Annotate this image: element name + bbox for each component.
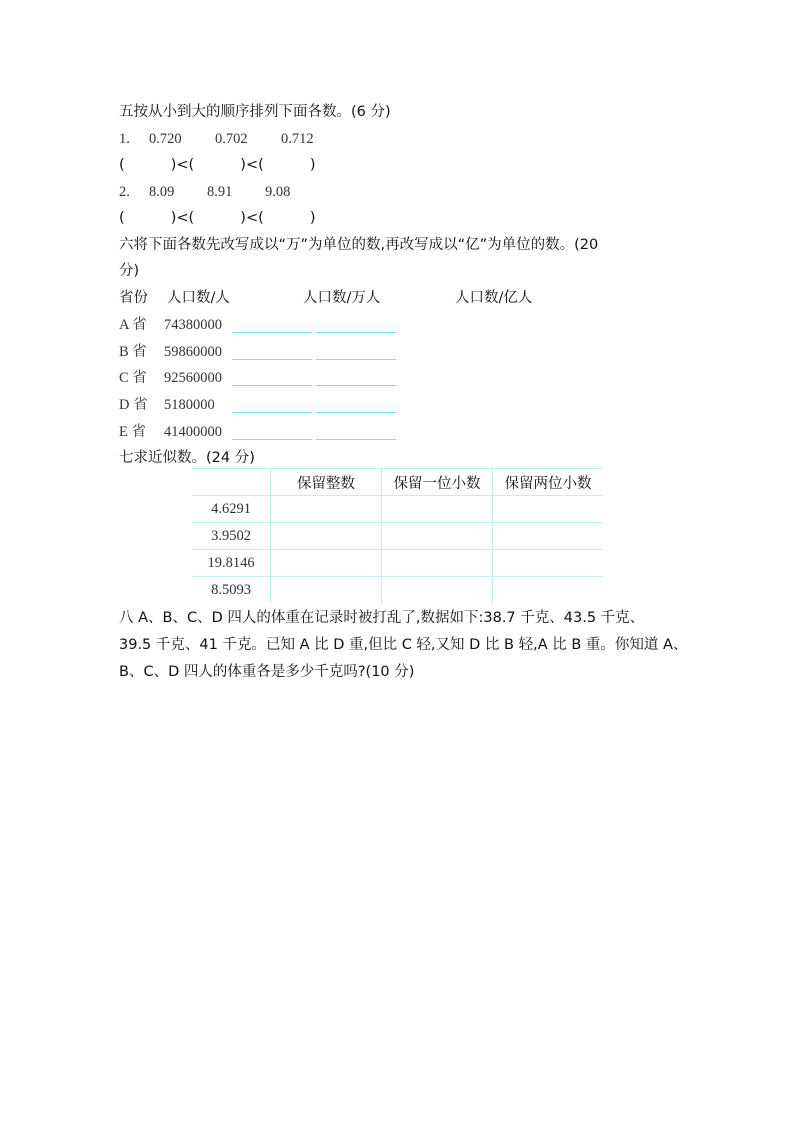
header-yi: 人口数/亿人 [455, 290, 533, 306]
q7-title: 七求近似数。(24 分) [119, 450, 255, 466]
province-label: C 省 [119, 370, 147, 387]
answer-cell[interactable] [271, 523, 382, 550]
population-row [119, 419, 222, 445]
population-value: 5180000 [164, 397, 215, 414]
number-cell: 8.5093 [192, 577, 271, 604]
value: 0.712 [281, 131, 314, 147]
answer-blank[interactable] [316, 385, 396, 386]
answer-blank[interactable] [232, 332, 312, 333]
answer-cell[interactable] [493, 550, 604, 577]
answer-blank[interactable] [316, 332, 396, 333]
population-row [119, 365, 222, 391]
q8-line1: 八 A、B、C、D 四人的体重在记录时被打乱了,数据如下:38.7 千克、43.5 千克、 [119, 610, 645, 626]
item-label: 2. [119, 184, 130, 200]
population-row [119, 392, 215, 418]
answer-cell[interactable] [493, 523, 604, 550]
table-header-row [192, 469, 603, 496]
q6-headers [119, 285, 532, 311]
population-value: 92560000 [164, 370, 222, 387]
answer-blank[interactable] [316, 439, 396, 440]
answer-cell[interactable] [271, 577, 382, 604]
population-value: 41400000 [164, 423, 222, 440]
answer-blank[interactable] [316, 412, 396, 413]
q5-answer2: ( )<( )<( ) [119, 210, 316, 226]
q5-item2 [119, 179, 290, 205]
answer-blank[interactable] [232, 385, 312, 386]
item-label: 1. [119, 131, 130, 147]
header-cell [192, 469, 271, 496]
number-cell: 3.9502 [192, 523, 271, 550]
answer-cell[interactable] [493, 577, 604, 604]
value: 0.720 [149, 131, 182, 147]
answer-cell[interactable] [382, 550, 493, 577]
table-row [192, 550, 603, 577]
answer-cell[interactable] [382, 496, 493, 523]
province-label: D 省 [119, 397, 148, 414]
header-people: 人口数/人 [167, 290, 230, 306]
q5-title: 五按从小到大的顺序排列下面各数。(6 分) [119, 104, 391, 120]
province-label: E 省 [119, 423, 146, 440]
q5-answer1: ( )<( )<( ) [119, 157, 316, 173]
answer-cell[interactable] [271, 496, 382, 523]
value: 9.08 [265, 184, 291, 200]
table-row [192, 577, 603, 604]
answer-blank[interactable] [232, 412, 312, 413]
q6-title: 六将下面各数先改写成以“万”为单位的数,再改写成以“亿”为单位的数。(20 [119, 237, 599, 253]
answer-cell[interactable] [382, 577, 493, 604]
header-cell: 保留两位小数 [493, 469, 604, 496]
header-wan: 人口数/万人 [303, 290, 381, 306]
answer-blank[interactable] [232, 439, 312, 440]
answer-cell[interactable] [382, 523, 493, 550]
province-label: A 省 [119, 317, 147, 333]
population-row [119, 339, 222, 365]
header-cell: 保留一位小数 [382, 469, 493, 496]
table-row [192, 496, 603, 523]
q8-line3: B、C、D 四人的体重各是多少千克吗?(10 分) [119, 664, 415, 680]
header-cell: 保留整数 [271, 469, 382, 496]
province-label: B 省 [119, 343, 147, 360]
q5-item1 [119, 126, 314, 152]
q7-table [192, 468, 603, 603]
answer-blank[interactable] [316, 359, 396, 360]
population-value: 74380000 [164, 317, 222, 333]
value: 8.91 [207, 184, 233, 200]
number-cell: 19.8146 [192, 550, 271, 577]
population-row [119, 312, 222, 338]
number-cell: 4.6291 [192, 496, 271, 523]
header-province: 省份 [119, 290, 148, 306]
answer-cell[interactable] [271, 550, 382, 577]
value: 8.09 [149, 184, 175, 200]
population-value: 59860000 [164, 343, 222, 360]
answer-blank[interactable] [232, 359, 312, 360]
table-row [192, 523, 603, 550]
answer-cell[interactable] [493, 496, 604, 523]
q8-line2: 39.5 千克、41 千克。已知 A 比 D 重,但比 C 轻,又知 D 比 B 轻,A 比 B 重。你知道 A、 [119, 637, 688, 653]
value: 0.702 [215, 131, 248, 147]
q6-title-cont: 分) [119, 263, 140, 279]
